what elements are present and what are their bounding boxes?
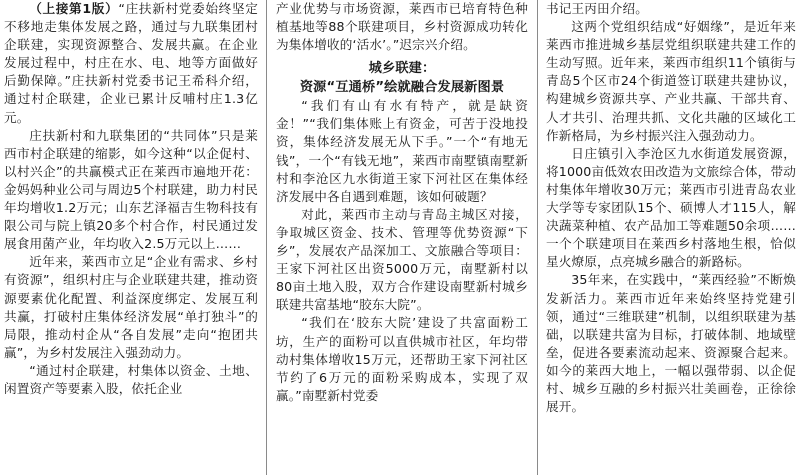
paragraph: “我们在‘胶东大院’建设了共富面粉工坊，生产的面粉可以直供城市社区，年均带动村集体增收15万元，还帮助王家下河社区节约了6万元的面粉采购成本，实现了双赢。”南墅新村党委	[276, 315, 528, 403]
paragraph: 庄扶新村和九联集团的“共同体”只是莱西市村企联建的缩影，如今这种“以企促村、以村兴企”的共赢模式正在莱西市遍地开花：金妈妈种业公司与周边5个村联建，助力村民年均增收1.2万元；山东艺泽福吉生物科技有限公司与院上镇20多个村合作，村民通过发展食用菌产业，年均收入2.5万元以上……	[4, 127, 258, 252]
paragraph: “我们有山有水有特产，就是缺资金！”“我们集体账上有资金，可苦于没地投资，集体经济发展无从下手。”一个“有地无钱”，一个“有钱无地”，莱西市南墅镇南墅新村和李沧区九水街道王家下河社区在集体经济发展中各自遇到难题，该如何破题？	[276, 98, 528, 204]
column-divider	[266, 0, 267, 475]
paragraph: 产业优势与市场资源，莱西市已培育特色种植基地等88个联建项目，乡村资源成功转化为集体增收的‘活水’。”迟宗兴介绍。	[276, 1, 528, 53]
paragraph: 书记王丙田介绍。	[546, 1, 648, 16]
article-column-2	[276, 0, 528, 475]
paragraph: 对此，莱西市主动与青岛主城区对接，争取城区资金、技术、管理等优势资源“下乡”，发展农产品深加工、文旅融合等项目：王家下河社区出资5000万元，南墅新村以80亩土地入股，双方合作建设南墅新村城乡联建共富基地“胶东大院”。	[276, 206, 528, 313]
paragraph: 日庄镇引入李沧区九水街道发展资源，将1000亩低效农田改造为文旅综合体，带动村集体年增收30万元；莱西市引进青岛农业大学等专家团队15个、硕博人才115人，解决蔬菜种植、农产品加工等难题50余项……一个个联建项目在莱西乡村落地生根，恰似星火燎原，点亮城乡融合的新路标。	[546, 145, 796, 270]
paragraph: （上接第1版）“庄扶新村党委始终坚定不移地走集体发展之路，通过与九联集团村企联建，实现资源整合、发展共赢。在企业发展过程中，村庄在水、电、地等方面做好后勤保障。”庄扶新村党委书记王希科介绍，通过村企联建，企业已累计反哺村庄1.3亿元。	[4, 1, 258, 125]
continued-from-label: （上接第1版）	[29, 1, 119, 16]
section-heading: 城乡联建：	[368, 61, 436, 77]
article-column-3	[546, 0, 796, 475]
article-column-1	[4, 0, 258, 475]
section-heading: 资源“互通桥”绘就融合发展新图景	[299, 79, 505, 95]
paragraph: 35年来，在实践中，“莱西经验”不断焕发新活力。莱西市近年来始终坚持党建引领，通过“三维联建”机制，以组织联建为基础，以联建共富为目标，打破体制、地域壁垒，促进各要素流动起来、资源聚合起来。如今的莱西大地上，一幅以强带弱、以企促村、城乡互融的乡村振兴壮美画卷，正徐徐展开。	[546, 272, 796, 415]
column-divider	[537, 0, 538, 475]
paragraph: 这两个党组织结成“好姻缘”，是近年来莱西市推进城乡基层党组织联建共建工作的生动写照。近年来，莱西市组织11个镇街与青岛5个区市24个街道签订联建共建协议，构建城乡资源共享、产业共赢、干部共育、人才共引、治理共抓、文化共融的区域化工作新格局，为乡村振兴注入强劲动力。	[546, 19, 796, 143]
paragraph: 近年来，莱西市立足“企业有需求、乡村有资源”，组织村庄与企业联建共建，推动资源要素优化配置、利益深度绑定、发展互利共赢，打破村庄集体经济发展“单打独斗”的局限，推动村企从“各自发展”走向“抱团共赢”，为乡村发展注入强劲动力。	[4, 254, 258, 360]
paragraph: “通过村企联建，村集体以资金、土地、闲置资产等要素入股，依托企业	[4, 362, 258, 396]
